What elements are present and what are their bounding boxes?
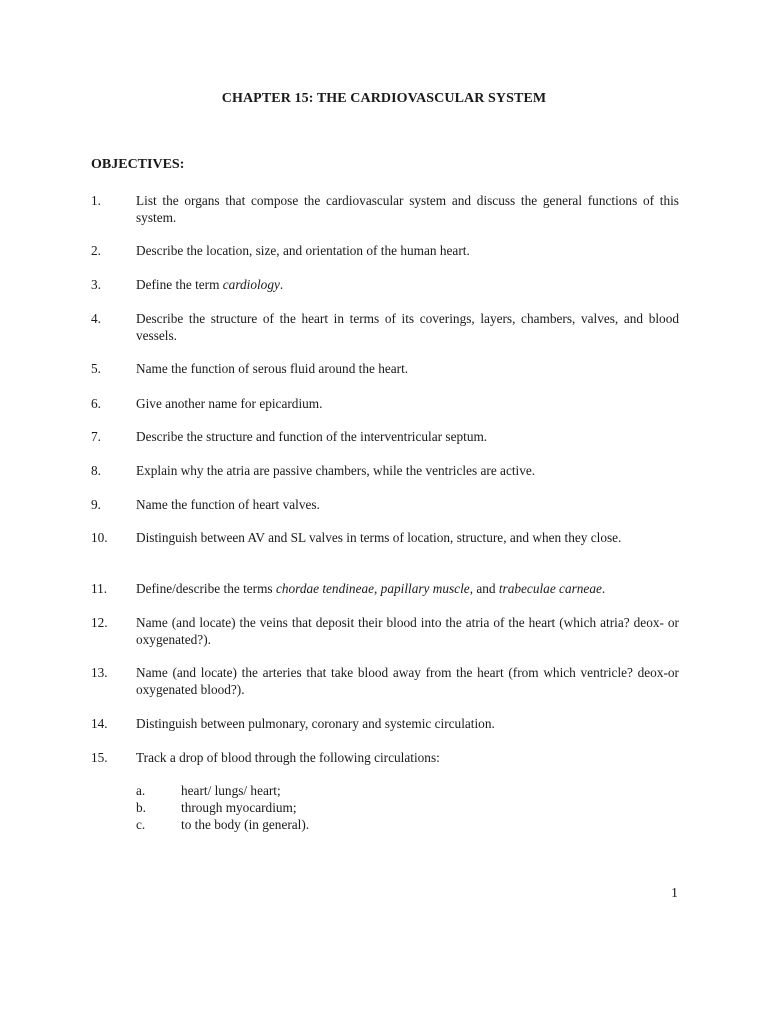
objectives-heading: OBJECTIVES: <box>91 157 185 172</box>
objective-text-part: Define/describe the terms <box>136 581 276 596</box>
objective-number: 10. <box>91 530 108 545</box>
objective-number: 5. <box>91 361 101 376</box>
sub-item-letter: b. <box>136 800 146 815</box>
objective-number: 7. <box>91 429 101 444</box>
objective-text-part: Define the term <box>136 277 223 292</box>
page-number: 1 <box>671 886 678 901</box>
sub-item-letter: a. <box>136 783 146 798</box>
objective-number: 13. <box>91 665 108 680</box>
objective-text: Describe the structure of the heart in terms of its coverings, layers, chambers, valves, and blood vessels. <box>136 311 679 343</box>
objective-text-part: . <box>601 581 606 596</box>
objective-text-part: . <box>279 277 284 292</box>
objective-number: 9. <box>91 497 101 512</box>
objective-number: 3. <box>91 277 101 292</box>
objective-text-part: , and <box>469 581 499 596</box>
objective-text: Describe the location, size, and orientation of the human heart. <box>136 243 470 258</box>
objective-text: Distinguish between pulmonary, coronary and systemic circulation. <box>136 716 495 731</box>
objective-number: 2. <box>91 243 101 258</box>
objective-number: 11. <box>91 581 108 596</box>
objective-number: 15. <box>91 750 108 765</box>
sub-item-text: through myocardium; <box>181 800 297 815</box>
objective-number: 14. <box>91 716 108 731</box>
objective-term: chordae tendineae, papillary muscle <box>275 581 470 596</box>
objective-text: Distinguish between AV and SL valves in terms of location, structure, and when they close. <box>136 530 622 545</box>
objective-number: 6. <box>91 396 101 411</box>
objective-number: 4. <box>91 311 101 326</box>
sub-item-text: to the body (in general). <box>181 817 310 832</box>
document-title: CHAPTER 15: THE CARDIOVASCULAR SYSTEM <box>221 91 547 106</box>
objective-number: 1. <box>91 193 101 208</box>
objective-term: trabeculae carneae <box>498 581 602 596</box>
objective-text: Give another name for epicardium. <box>136 396 323 411</box>
objective-text: Name the function of serous fluid around the heart. <box>136 361 409 376</box>
objective-text: Describe the structure and function of the interventricular septum. <box>136 429 488 444</box>
objective-text <box>136 276 679 293</box>
objective-text: List the organs that compose the cardiovascular system and discuss the general functions of this system. <box>136 193 679 225</box>
objective-text: Name the function of heart valves. <box>136 497 320 512</box>
objective-text: Name (and locate) the arteries that take blood away from the heart (from which ventricle? deox-or oxygenated blood?). <box>136 665 679 697</box>
sub-item-text: heart/ lungs/ heart; <box>181 783 281 798</box>
objective-text: Track a drop of blood through the following circulations: <box>136 750 440 765</box>
objective-term: cardiology <box>222 277 280 292</box>
objective-text <box>136 580 679 597</box>
sub-item-letter: c. <box>136 817 146 832</box>
objective-number: 12. <box>91 615 108 630</box>
objective-number: 8. <box>91 463 101 478</box>
objective-text: Name (and locate) the veins that deposit their blood into the atria of the heart (which atria? deox- or oxygenated?). <box>136 615 679 647</box>
objective-text: Explain why the atria are passive chambers, while the ventricles are active. <box>136 463 536 478</box>
